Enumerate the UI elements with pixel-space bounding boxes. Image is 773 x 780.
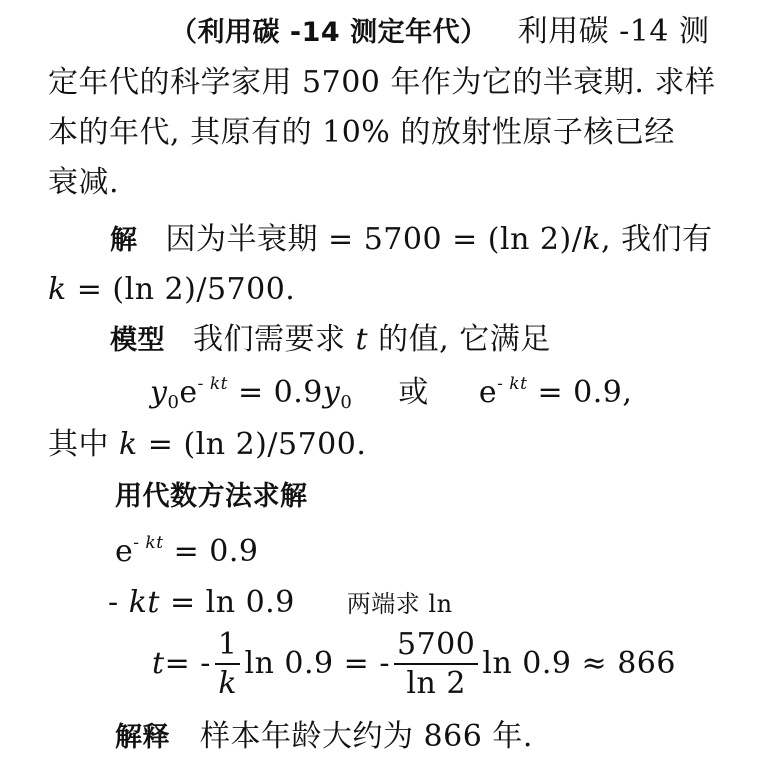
solution-text-1: 因为半衰期 = 5700 = (ln 2)/	[165, 222, 583, 257]
problem-text-2: 定年代的科学家用 5700 年作为它的半衰期. 求样	[48, 65, 716, 100]
algebra-step-1	[115, 533, 259, 569]
solution-k-2: k	[48, 272, 67, 307]
solution-text-2: = (ln 2)/5700.	[66, 272, 296, 307]
step2-rhs: = ln 0.9	[159, 585, 295, 620]
where-k: k	[119, 427, 138, 462]
model-line	[110, 322, 551, 357]
fraction-5700-over-ln2	[394, 628, 478, 700]
example-line-1	[170, 14, 710, 49]
step3-t: t	[152, 646, 165, 681]
step3-tail: ln 0.9 ≈ 866	[482, 646, 676, 681]
where-text-b: = (ln 2)/5700.	[137, 427, 367, 462]
step3-eq: = -	[164, 646, 211, 681]
model-text-b: 的值, 它满足	[368, 322, 551, 357]
solution-label: 解	[110, 225, 138, 256]
model-equation	[150, 374, 633, 413]
eq-exp-b: - kt	[497, 374, 528, 394]
solution-line-1	[110, 222, 713, 257]
algebra-step-2	[108, 585, 453, 620]
algebra-step-3	[152, 627, 676, 701]
example-title: （利用碳 -14 测定年代）	[170, 17, 488, 48]
eq-sub-a: 0	[167, 392, 180, 413]
problem-text-1: 利用碳 -14 测	[517, 14, 710, 49]
problem-text-3: 本的年代, 其原有的 10% 的放射性原子核已经	[48, 115, 675, 150]
interpretation-text: 样本年龄大约为 866 年.	[200, 719, 533, 754]
algebra-heading: 用代数方法求解	[115, 481, 308, 512]
frac1-num: 1	[215, 628, 241, 665]
step3-mid: ln 0.9 = -	[244, 646, 390, 681]
step1-e: e	[115, 534, 134, 569]
model-text-a: 我们需要求	[193, 322, 356, 357]
frac1-den: k	[218, 666, 238, 701]
frac2-num: 5700	[394, 628, 478, 665]
interpretation-line	[115, 719, 533, 754]
solution-line-2	[48, 272, 296, 307]
eq-y-b: y	[322, 375, 341, 410]
interpretation-label: 解释	[115, 722, 170, 753]
model-t: t	[355, 322, 369, 357]
where-text-a: 其中	[48, 427, 120, 462]
eq-rhs-a: = 0.9	[227, 375, 323, 410]
eq-sub-b: 0	[340, 392, 353, 413]
step2-minus: -	[108, 585, 129, 620]
step2-note: 两端求 ln	[346, 590, 453, 618]
step1-rhs: = 0.9	[163, 534, 259, 569]
model-where	[48, 427, 367, 462]
eq-rhs-b: = 0.9,	[527, 375, 633, 410]
eq-e-a: e	[179, 375, 198, 410]
step1-exp: - kt	[133, 533, 164, 553]
eq-or: 或	[398, 375, 429, 410]
solution-text-1-tail: , 我们有	[601, 222, 713, 257]
step2-kt: kt	[128, 585, 160, 620]
problem-text-4: 衰减.	[48, 165, 120, 200]
eq-e-b: e	[478, 375, 498, 410]
eq-y-a: y	[150, 375, 168, 410]
eq-exp-a: - kt	[197, 374, 228, 394]
frac2-den: ln 2	[406, 666, 466, 701]
model-label: 模型	[110, 325, 165, 356]
fraction-1-over-k	[215, 628, 241, 700]
solution-k: k	[582, 222, 602, 257]
